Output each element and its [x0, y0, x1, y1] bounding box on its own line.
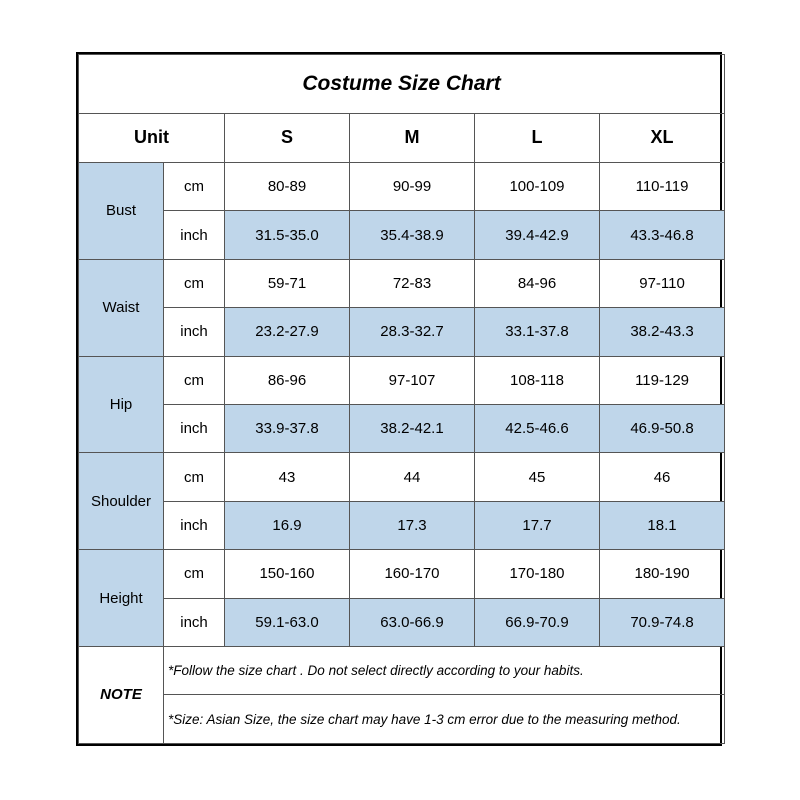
value-cell: 63.0-66.9	[350, 598, 475, 646]
measure-label-waist: Waist	[79, 259, 164, 356]
measure-label-bust: Bust	[79, 162, 164, 259]
value-cell: 28.3-32.7	[350, 308, 475, 356]
value-cell: 43.3-46.8	[600, 211, 725, 259]
value-cell: 16.9	[225, 501, 350, 549]
measure-label-height: Height	[79, 550, 164, 647]
value-cell: 97-110	[600, 259, 725, 307]
value-cell: 90-99	[350, 162, 475, 210]
value-cell: 43	[225, 453, 350, 501]
value-cell: 39.4-42.9	[475, 211, 600, 259]
value-cell: 86-96	[225, 356, 350, 404]
unit-inch: inch	[164, 598, 225, 646]
value-cell: 80-89	[225, 162, 350, 210]
value-cell: 150-160	[225, 550, 350, 598]
measure-label-shoulder: Shoulder	[79, 453, 164, 550]
size-header-xl: XL	[600, 113, 725, 162]
value-cell: 59-71	[225, 259, 350, 307]
value-cell: 180-190	[600, 550, 725, 598]
value-cell: 119-129	[600, 356, 725, 404]
value-cell: 110-119	[600, 162, 725, 210]
unit-inch: inch	[164, 404, 225, 452]
note-line-2: *Size: Asian Size, the size chart may have 1-3 cm error due to the measuring method.	[164, 695, 725, 744]
value-cell: 35.4-38.9	[350, 211, 475, 259]
size-chart	[76, 52, 722, 746]
value-cell: 33.1-37.8	[475, 308, 600, 356]
value-cell: 84-96	[475, 259, 600, 307]
value-cell: 17.7	[475, 501, 600, 549]
value-cell: 72-83	[350, 259, 475, 307]
unit-inch: inch	[164, 501, 225, 549]
value-cell: 38.2-42.1	[350, 404, 475, 452]
value-cell: 170-180	[475, 550, 600, 598]
value-cell: 23.2-27.9	[225, 308, 350, 356]
chart-title: Costume Size Chart	[79, 55, 725, 114]
unit-header: Unit	[79, 113, 225, 162]
unit-inch: inch	[164, 211, 225, 259]
unit-cm: cm	[164, 550, 225, 598]
value-cell: 18.1	[600, 501, 725, 549]
value-cell: 70.9-74.8	[600, 598, 725, 646]
value-cell: 100-109	[475, 162, 600, 210]
value-cell: 45	[475, 453, 600, 501]
size-header-m: M	[350, 113, 475, 162]
value-cell: 42.5-46.6	[475, 404, 600, 452]
value-cell: 31.5-35.0	[225, 211, 350, 259]
measure-label-hip: Hip	[79, 356, 164, 453]
value-cell: 160-170	[350, 550, 475, 598]
note-line-1: *Follow the size chart . Do not select directly according to your habits.	[164, 646, 725, 694]
unit-cm: cm	[164, 356, 225, 404]
unit-cm: cm	[164, 259, 225, 307]
value-cell: 33.9-37.8	[225, 404, 350, 452]
value-cell: 59.1-63.0	[225, 598, 350, 646]
value-cell: 66.9-70.9	[475, 598, 600, 646]
value-cell: 108-118	[475, 356, 600, 404]
note-label: NOTE	[79, 646, 164, 743]
value-cell: 46.9-50.8	[600, 404, 725, 452]
value-cell: 38.2-43.3	[600, 308, 725, 356]
value-cell: 44	[350, 453, 475, 501]
unit-inch: inch	[164, 308, 225, 356]
unit-cm: cm	[164, 162, 225, 210]
value-cell: 17.3	[350, 501, 475, 549]
size-header-s: S	[225, 113, 350, 162]
size-chart-table	[78, 54, 725, 744]
value-cell: 46	[600, 453, 725, 501]
size-header-l: L	[475, 113, 600, 162]
value-cell: 97-107	[350, 356, 475, 404]
unit-cm: cm	[164, 453, 225, 501]
